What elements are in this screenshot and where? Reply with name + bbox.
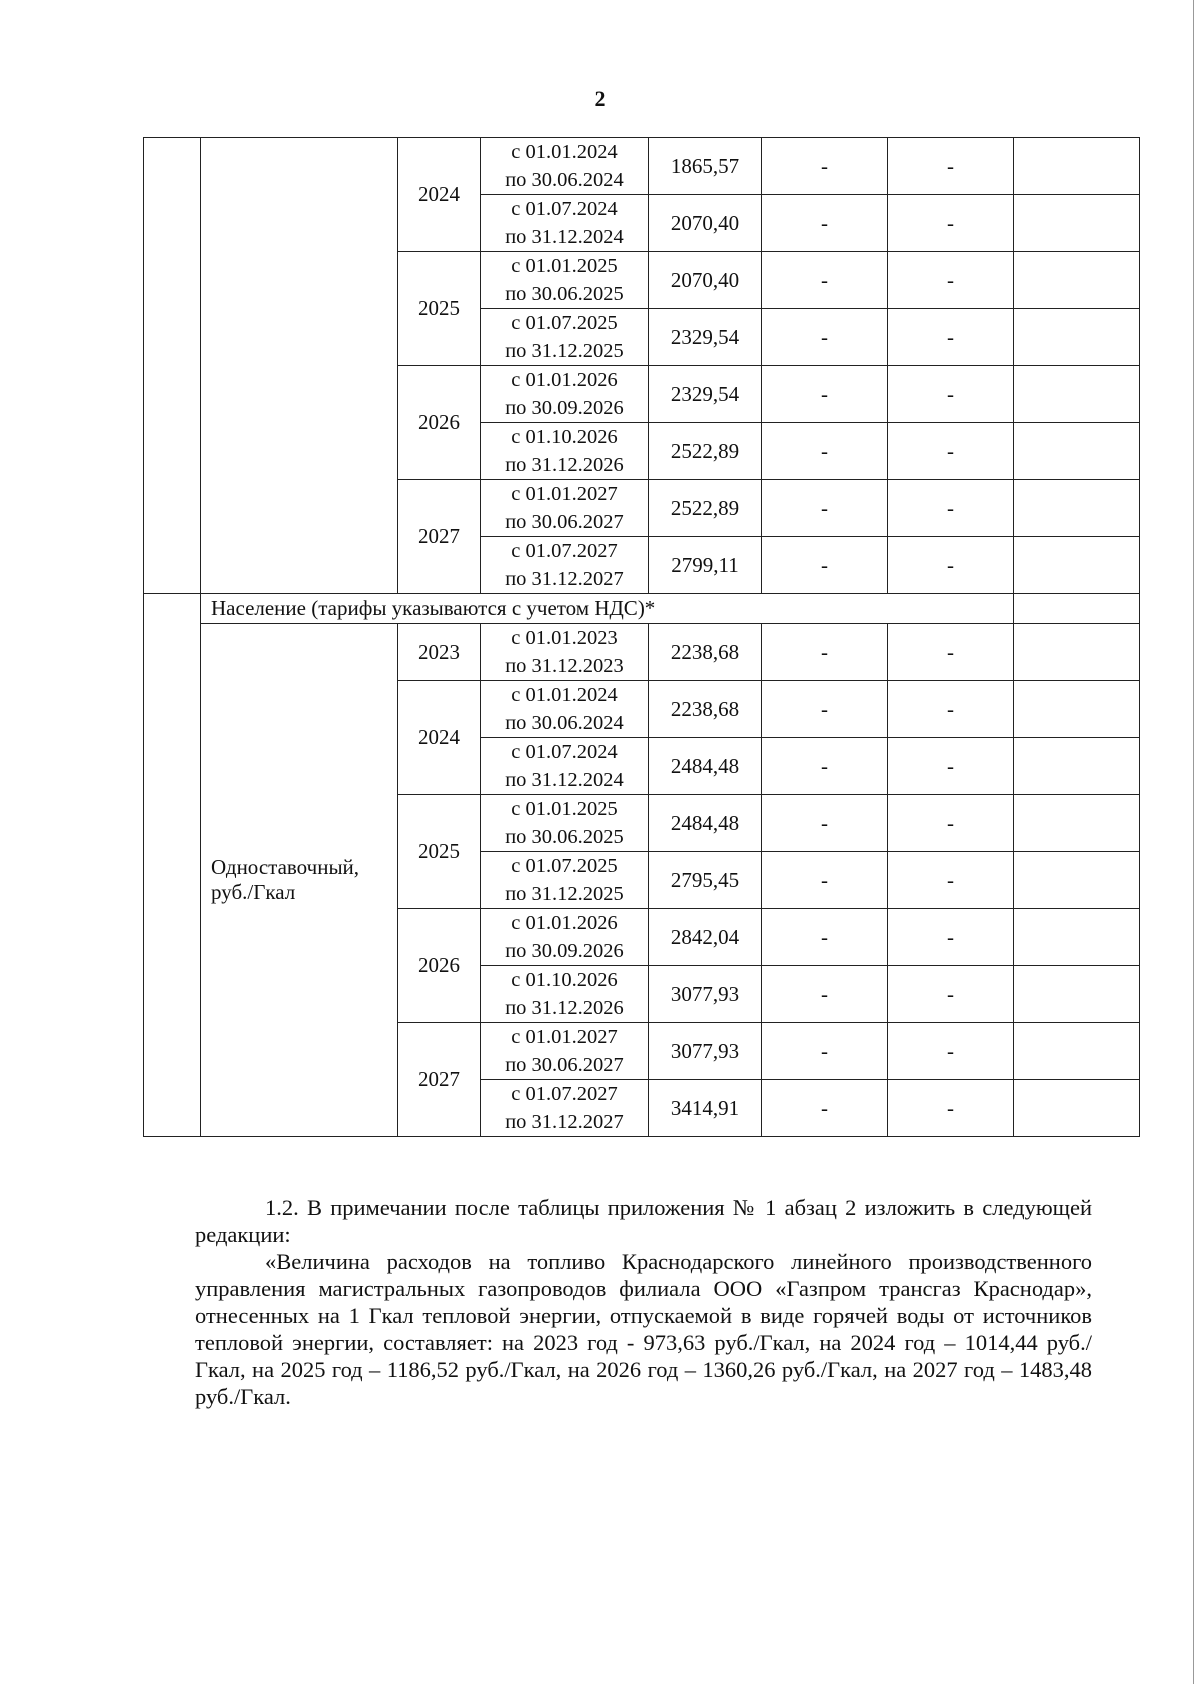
- empty-cell: [1014, 681, 1140, 738]
- period-cell: [481, 795, 649, 852]
- dash-cell: -: [888, 795, 1014, 852]
- period-from: с 01.07.2025: [511, 312, 618, 334]
- period-from: с 01.01.2027: [511, 483, 618, 505]
- year-cell: 2026: [398, 366, 481, 480]
- rate-value: 1865,57: [649, 138, 762, 195]
- year-cell: 2025: [398, 795, 481, 909]
- table-row: [144, 138, 1140, 195]
- dash-cell: -: [762, 681, 888, 738]
- period-from: с 01.01.2024: [511, 141, 618, 163]
- tariff-table: [143, 137, 1140, 1137]
- empty-cell: [1014, 480, 1140, 537]
- dash-cell: -: [888, 480, 1014, 537]
- paragraph-1-2: 1.2. В примечании после таблицы приложения № 1 абзац 2 изложить в следующей редакции:: [195, 1195, 1092, 1247]
- year-cell: 2027: [398, 1023, 481, 1137]
- period-cell: [481, 309, 649, 366]
- period-to: по 30.06.2025: [505, 826, 624, 848]
- period-to: по 31.12.2024: [505, 226, 624, 248]
- number-cell: [144, 138, 201, 594]
- period-from: с 01.01.2024: [511, 684, 618, 706]
- period-cell: [481, 423, 649, 480]
- period-from: с 01.01.2025: [511, 255, 618, 277]
- period-cell: [481, 681, 649, 738]
- rate-type-label: [201, 624, 398, 1137]
- period-to: по 31.12.2025: [505, 340, 624, 362]
- empty-cell: [1014, 423, 1140, 480]
- period-to: по 31.12.2027: [505, 568, 624, 590]
- paragraph-fuel-costs: «Величина расходов на топливо Краснодарского линейного производственного управления магистральных газопроводов филиала ООО «Газпром трансгаз Краснодар», отнесенных на 1 Гкал тепловой энергии, отпускаемой в виде горячей воды от источников тепловой энергии, составляет: на 2023 год - 973,63 руб./Гкал, на 2024 год – 1014,44 руб./Гкал, на 2025 год – 1186,52 руб./Гкал, на 2026 год – 1360,26 руб./Гкал, на 2027 год – 1483,48 руб./Гкал.: [195, 1249, 1092, 1409]
- dash-cell: -: [888, 966, 1014, 1023]
- dash-cell: -: [762, 309, 888, 366]
- amendment-text: [195, 1194, 1092, 1410]
- rate-value: 3077,93: [649, 1023, 762, 1080]
- dash-cell: -: [888, 1023, 1014, 1080]
- period-to: по 31.12.2024: [505, 769, 624, 791]
- dash-cell: -: [762, 1080, 888, 1137]
- rate-value: 2799,11: [649, 537, 762, 594]
- period-to: по 30.06.2025: [505, 283, 624, 305]
- period-cell: [481, 138, 649, 195]
- rate-value: 2070,40: [649, 252, 762, 309]
- dash-cell: -: [888, 423, 1014, 480]
- dash-cell: -: [762, 138, 888, 195]
- section-row: [144, 594, 1140, 624]
- rate-value: 2795,45: [649, 852, 762, 909]
- year-cell: 2025: [398, 252, 481, 366]
- empty-cell: [1014, 138, 1140, 195]
- period-from: с 01.01.2026: [511, 369, 618, 391]
- rate-value: 2329,54: [649, 309, 762, 366]
- period-to: по 31.12.2026: [505, 997, 624, 1019]
- year-cell: 2023: [398, 624, 481, 681]
- rate-value: 2522,89: [649, 480, 762, 537]
- period-cell: [481, 366, 649, 423]
- year-cell: 2024: [398, 681, 481, 795]
- dash-cell: -: [762, 738, 888, 795]
- empty-cell: [1014, 795, 1140, 852]
- period-cell: [481, 624, 649, 681]
- dash-cell: -: [888, 366, 1014, 423]
- empty-cell: [1014, 594, 1140, 624]
- dash-cell: -: [888, 624, 1014, 681]
- number-cell: [144, 594, 201, 1137]
- dash-cell: -: [888, 537, 1014, 594]
- rate-value: 2842,04: [649, 909, 762, 966]
- dash-cell: -: [762, 366, 888, 423]
- dash-cell: -: [888, 852, 1014, 909]
- empty-cell: [1014, 624, 1140, 681]
- dash-cell: -: [762, 195, 888, 252]
- dash-cell: -: [888, 195, 1014, 252]
- period-from: с 01.10.2026: [511, 426, 618, 448]
- period-from: с 01.01.2026: [511, 912, 618, 934]
- period-cell: [481, 1080, 649, 1137]
- period-from: с 01.07.2025: [511, 855, 618, 877]
- period-cell: [481, 195, 649, 252]
- period-cell: [481, 852, 649, 909]
- year-cell: 2026: [398, 909, 481, 1023]
- dash-cell: -: [762, 1023, 888, 1080]
- label-cell: [201, 138, 398, 594]
- rate-value: 3077,93: [649, 966, 762, 1023]
- period-cell: [481, 537, 649, 594]
- period-cell: [481, 966, 649, 1023]
- empty-cell: [1014, 909, 1140, 966]
- year-cell: 2024: [398, 138, 481, 252]
- period-cell: [481, 1023, 649, 1080]
- scan-edge-line: [1193, 0, 1194, 1684]
- period-from: с 01.07.2024: [511, 198, 618, 220]
- rate-value: 2484,48: [649, 738, 762, 795]
- dash-cell: -: [762, 480, 888, 537]
- rate-value: 2329,54: [649, 366, 762, 423]
- period-to: по 31.12.2025: [505, 883, 624, 905]
- period-from: с 01.07.2024: [511, 741, 618, 763]
- empty-cell: [1014, 738, 1140, 795]
- rate-type-line-1: Одноставочный,: [211, 855, 360, 879]
- rate-value: 2522,89: [649, 423, 762, 480]
- dash-cell: -: [888, 1080, 1014, 1137]
- empty-cell: [1014, 1023, 1140, 1080]
- dash-cell: -: [762, 966, 888, 1023]
- dash-cell: -: [888, 681, 1014, 738]
- dash-cell: -: [762, 795, 888, 852]
- year-cell: 2027: [398, 480, 481, 594]
- period-to: по 31.12.2023: [505, 655, 624, 677]
- dash-cell: -: [888, 738, 1014, 795]
- empty-cell: [1014, 1080, 1140, 1137]
- empty-cell: [1014, 309, 1140, 366]
- rate-type-line-2: руб./Гкал: [211, 880, 296, 904]
- period-from: с 01.01.2027: [511, 1026, 618, 1048]
- period-cell: [481, 738, 649, 795]
- dash-cell: -: [888, 252, 1014, 309]
- dash-cell: -: [762, 909, 888, 966]
- period-to: по 30.06.2024: [505, 712, 624, 734]
- dash-cell: -: [762, 624, 888, 681]
- empty-cell: [1014, 195, 1140, 252]
- dash-cell: -: [888, 909, 1014, 966]
- table-row: [144, 624, 1140, 681]
- period-to: по 31.12.2027: [505, 1111, 624, 1133]
- empty-cell: [1014, 366, 1140, 423]
- empty-cell: [1014, 537, 1140, 594]
- tariff-table-body: [144, 138, 1140, 1137]
- period-from: с 01.10.2026: [511, 969, 618, 991]
- rate-value: 2238,68: [649, 681, 762, 738]
- dash-cell: -: [762, 537, 888, 594]
- empty-cell: [1014, 966, 1140, 1023]
- rate-value: 2238,68: [649, 624, 762, 681]
- period-cell: [481, 252, 649, 309]
- period-from: с 01.07.2027: [511, 540, 618, 562]
- period-to: по 30.09.2026: [505, 940, 624, 962]
- dash-cell: -: [888, 138, 1014, 195]
- period-to: по 31.12.2026: [505, 454, 624, 476]
- period-to: по 30.09.2026: [505, 397, 624, 419]
- page-number: 2: [594, 86, 606, 111]
- dash-cell: -: [762, 423, 888, 480]
- dash-cell: -: [762, 852, 888, 909]
- dash-cell: -: [888, 309, 1014, 366]
- rate-value: 3414,91: [649, 1080, 762, 1137]
- rate-value: 2070,40: [649, 195, 762, 252]
- period-from: с 01.07.2027: [511, 1083, 618, 1105]
- period-to: по 30.06.2027: [505, 511, 624, 533]
- period-to: по 30.06.2027: [505, 1054, 624, 1076]
- period-cell: [481, 909, 649, 966]
- period-cell: [481, 480, 649, 537]
- empty-cell: [1014, 852, 1140, 909]
- period-from: с 01.01.2023: [511, 627, 618, 649]
- dash-cell: -: [762, 252, 888, 309]
- rate-value: 2484,48: [649, 795, 762, 852]
- period-to: по 30.06.2024: [505, 169, 624, 191]
- empty-cell: [1014, 252, 1140, 309]
- period-from: с 01.01.2025: [511, 798, 618, 820]
- population-header: Население (тарифы указываются с учетом НДС)*: [201, 594, 1014, 624]
